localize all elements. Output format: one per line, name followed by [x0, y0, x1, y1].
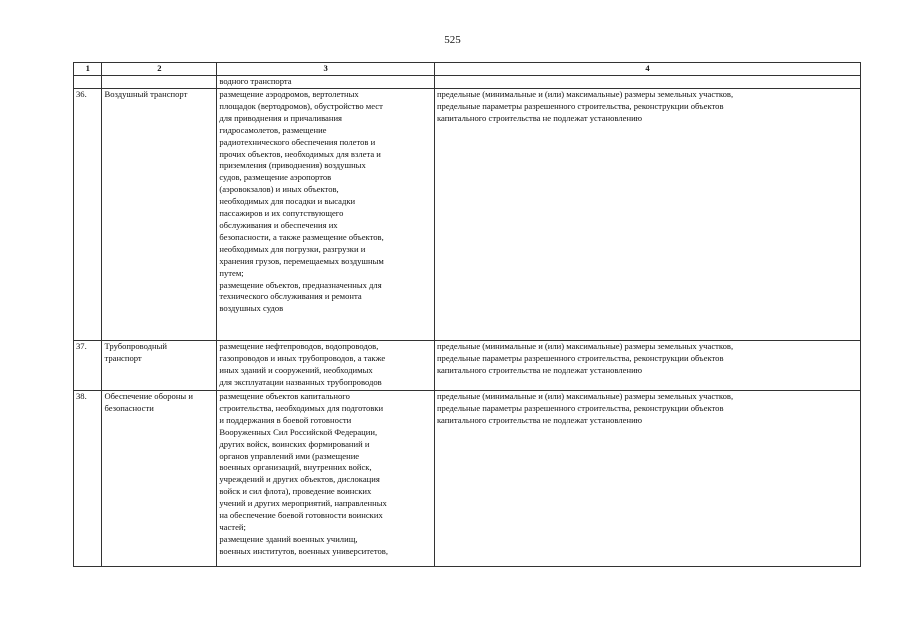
cont-cell-3: водного транспорта	[217, 76, 435, 89]
header-col-2: 2	[102, 63, 217, 76]
row-name: Воздушный транспорт	[102, 89, 217, 341]
row-number: 36.	[74, 89, 102, 341]
row-name: Трубопроводный транспорт	[102, 341, 217, 391]
header-col-1: 1	[74, 63, 102, 76]
table-row	[74, 391, 861, 567]
row-name: Обеспечение обороны и безопасности	[102, 391, 217, 567]
header-col-4: 4	[434, 63, 860, 76]
header-col-3: 3	[217, 63, 435, 76]
page-number: 525	[444, 34, 461, 46]
row-parameters: предельные (минимальные и (или) максимальные) размеры земельных участков, предельные параметры разрешенного строительства, реконструкции объектов капитального строительства не подлежат установлению	[434, 341, 860, 391]
row-parameters: предельные (минимальные и (или) максимальные) размеры земельных участков, предельные параметры разрешенного строительства, реконструкции объектов капитального строительства не подлежат установлению	[434, 89, 860, 341]
cont-cell-4	[434, 76, 860, 89]
row-number: 37.	[74, 341, 102, 391]
row-description: размещение нефтепроводов, водопроводов, газопроводов и иных трубопроводов, а также иных зданий и сооружений, необходимых для эксплуатации названных трубопроводов	[217, 341, 435, 391]
land-use-table	[73, 62, 861, 567]
header-row	[74, 63, 861, 76]
table-row	[74, 341, 861, 391]
row-description: размещение аэродромов, вертолетных площадок (вертодромов), обустройство мест для приводнения и причаливания гидросамолетов, размещение радиотехнического обеспечения полетов и прочих объектов, необходимых для взлета и приземления (приводнения) воздушных судов, размещение аэропортов (аэровокзалов) и иных объектов, необходимых для посадки и высадки пассажиров и их сопутствующего обслуживания и обеспечения их безопасности, а также размещение объектов, необходимых для погрузки, разгрузки и хранения грузов, перемещаемых воздушным путем; размещение объектов, предназначенных для технического обслуживания и ремонта воздушных судов	[217, 89, 435, 341]
row-description: размещение объектов капитального строительства, необходимых для подготовки и поддержания в боевой готовности Вооруженных Сил Российской Федерации, других войск, воинских формирований и органов управлений ими (размещение военных организаций, внутренних войск, учреждений и других объектов, дислокация войск и сил флота), проведение воинских учений и других мероприятий, направленных на обеспечение боевой готовности воинских частей; размещение зданий военных училищ, военных институтов, военных университетов,	[217, 391, 435, 567]
row-parameters: предельные (минимальные и (или) максимальные) размеры земельных участков, предельные параметры разрешенного строительства, реконструкции объектов капитального строительства не подлежат установлению	[434, 391, 860, 567]
row-number: 38.	[74, 391, 102, 567]
cont-cell-1	[74, 76, 102, 89]
continuation-row	[74, 76, 861, 89]
table-row	[74, 89, 861, 341]
cont-cell-2	[102, 76, 217, 89]
